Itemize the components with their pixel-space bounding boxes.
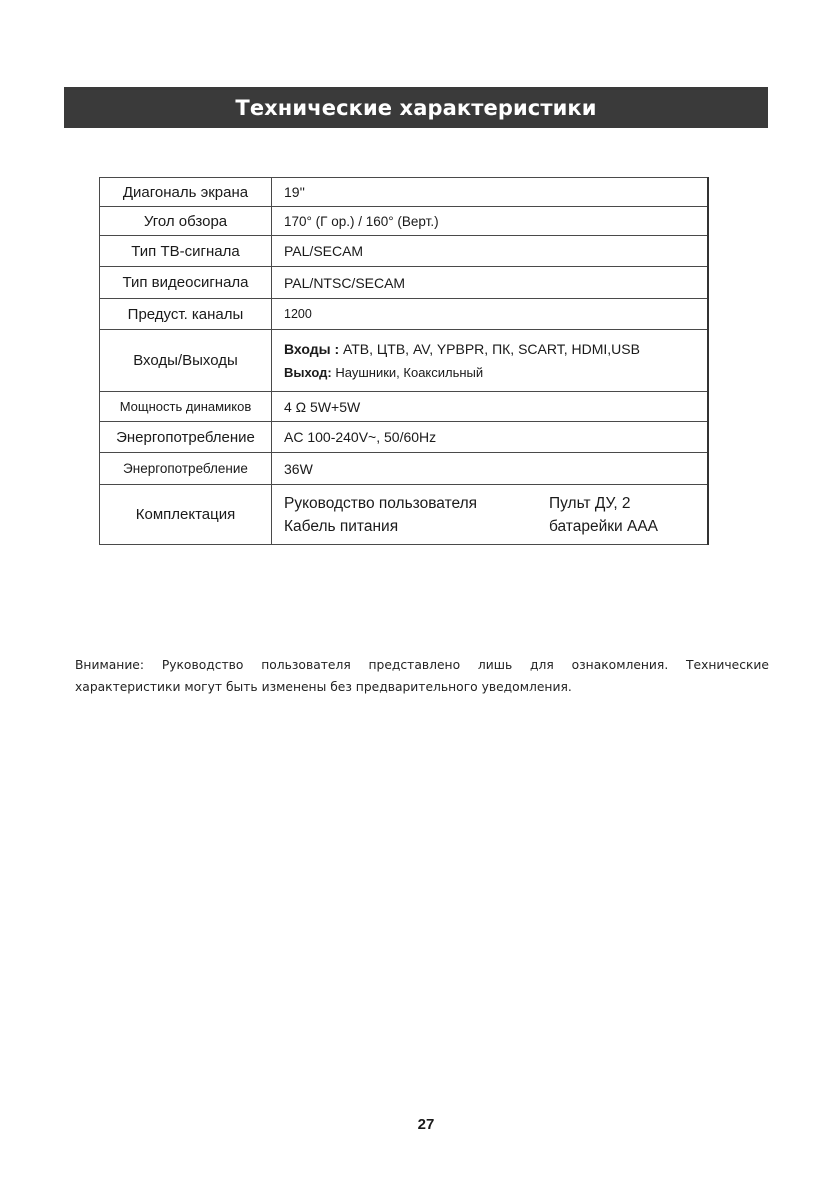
spec-label: Диагональ экрана [100,178,272,207]
table-row [100,392,709,422]
specs-table [99,177,709,545]
spec-label: Входы/Выходы [100,330,272,392]
page-number: 27 [417,1116,435,1133]
outputs-line [284,361,707,384]
inputs-label: Входы : [284,340,340,357]
spec-label: Тип видеосигнала [100,267,272,299]
table-row [100,178,709,207]
kit-spec-value [272,485,709,545]
spec-value: 4 Ω 5W+5W [272,392,709,422]
outputs-value: Наушники, Коаксильный [335,364,484,380]
table-row [100,422,709,453]
table-row [100,330,709,392]
kit-item: Пульт ДУ, 2 [549,494,631,512]
kit-list [284,493,707,537]
io-spec-value [272,330,709,392]
kit-item: батарейки ААА [549,517,659,535]
spec-value: AC 100-240V~, 50/60Hz [272,422,709,453]
table-row [100,236,709,267]
spec-value: PAL/SECAM [272,236,709,267]
spec-label: Тип ТВ-сигнала [100,236,272,267]
spec-label: Мощность динамиков [100,392,272,422]
kit-item: Кабель питания [284,517,399,535]
section-title-bar [64,87,768,128]
table-row [100,299,709,330]
table-row [100,267,709,299]
table-row [100,207,709,236]
spec-label: Угол обзора [100,207,272,236]
spec-value: 170° (Г ор.) / 160° (Верт.) [272,207,709,236]
spec-label: Предуст. каналы [100,299,272,330]
spec-value: PAL/NTSC/SECAM [272,267,709,299]
spec-label: Энергопотребление [100,453,272,485]
table-row [100,453,709,485]
spec-label: Энергопотребление [100,422,272,453]
kit-item: Руководство пользователя [284,494,478,512]
page-title: Технические характеристики [235,95,597,120]
spec-value: 1200 [272,299,709,330]
table-row [100,485,709,545]
spec-label: Комплектация [100,485,272,545]
inputs-value: АТВ, ЦТВ, AV, YPBPR, ПК, SCART, HDMI,USB [343,340,640,357]
spec-value: 36W [272,453,709,485]
spec-value: 19'' [272,178,709,207]
inputs-line [284,338,707,361]
outputs-label: Выход: [284,364,332,380]
disclaimer-notice: Внимание: Руководство пользователя представлено лишь для ознакомления. Технические характеристики могут быть изменены без предварительного уведомления. [75,658,769,694]
